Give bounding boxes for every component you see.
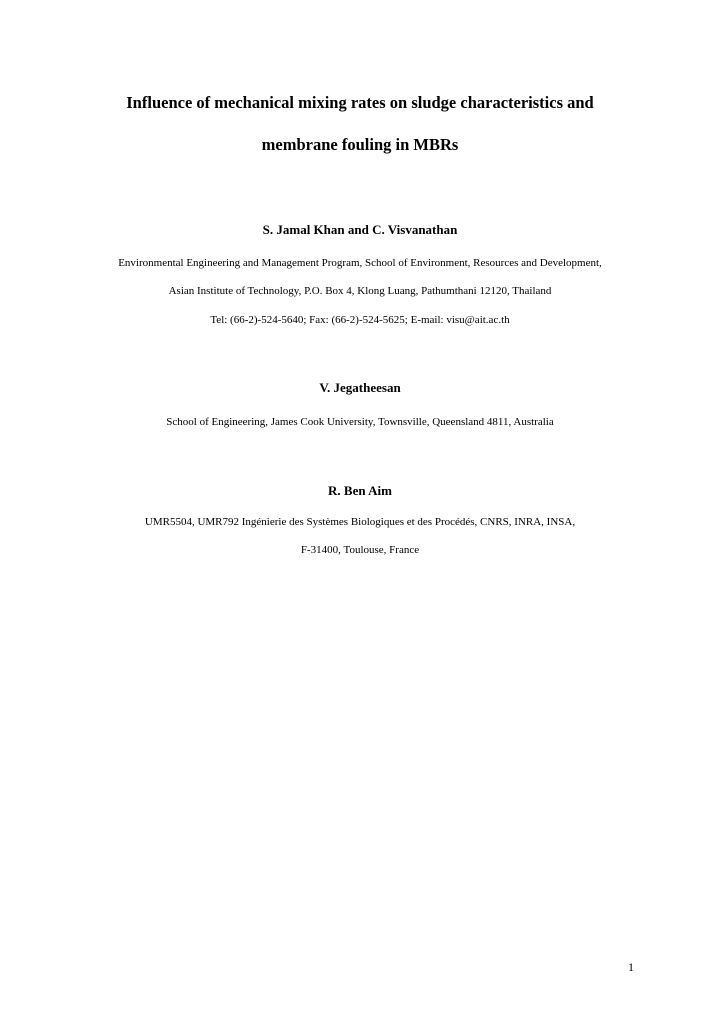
author-name-jegatheesan: V. Jegatheesan: [319, 380, 401, 395]
author-name-ben-aim: R. Ben Aim: [328, 483, 392, 498]
author-names-khan-visvanathan: S. Jamal Khan and C. Visvanathan: [262, 222, 458, 237]
affiliation-line: UMR5504, UMR792 Ingénierie des Systèmes Biologiques et des Procédés, CNRS, INRA, INSA,: [144, 516, 576, 528]
affiliation-line: Environmental Engineering and Management Program, School of Environment, Resources and Development,: [118, 257, 602, 269]
affiliation-line: F-31400, Toulouse, France: [300, 544, 420, 556]
affiliation-line: School of Engineering, James Cook University, Townsville, Queensland 4811, Australia: [166, 416, 554, 428]
affiliation-line: Asian Institute of Technology, P.O. Box 4, Klong Luang, Pathumthani 12120, Thailand: [168, 285, 552, 297]
contact-line: Tel: (66-2)-524-5640; Fax: (66-2)-524-5625; E-mail: visu@ait.ac.th: [210, 314, 510, 326]
page-number: 1: [628, 960, 634, 974]
paper-title-line-1: Influence of mechanical mixing rates on sludge characteristics and: [126, 93, 594, 112]
paper-title-line-2: membrane fouling in MBRs: [261, 135, 459, 154]
